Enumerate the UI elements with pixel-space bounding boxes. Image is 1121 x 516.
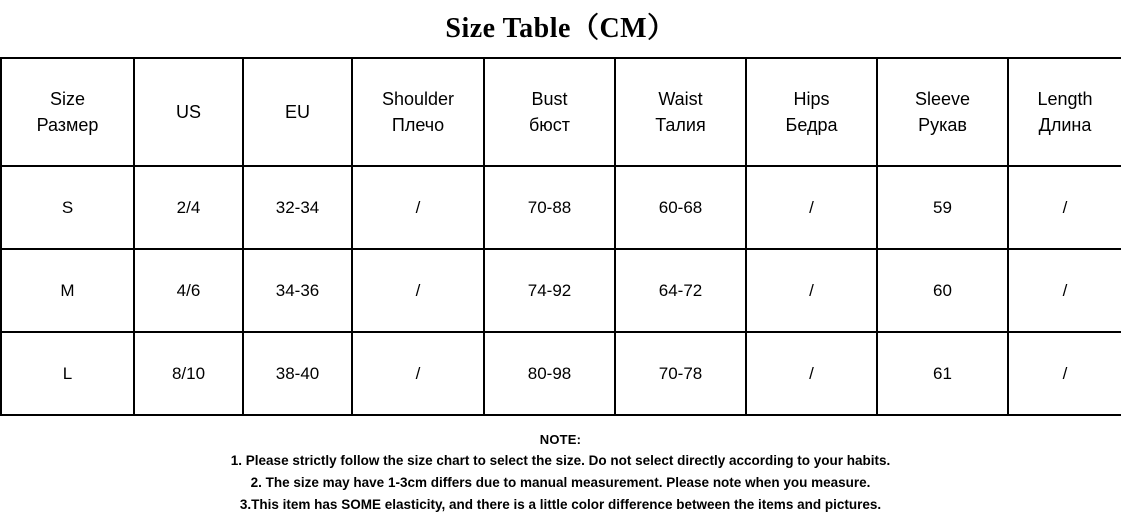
note-line-2: 2. The size may have 1-3cm differs due to manual measurement. Please note when you measure. <box>250 474 871 490</box>
cell-us: 4/6 <box>134 249 243 332</box>
column-header-eu <box>243 58 352 166</box>
cell-hips: / <box>746 249 877 332</box>
column-header-shoulder <box>352 58 484 166</box>
column-header-line1: Hips <box>793 88 830 109</box>
column-header-line1: Length <box>1037 88 1093 109</box>
column-header-line1: Size <box>49 88 85 109</box>
cell-eu: 32-34 <box>243 166 352 249</box>
cell-us: 2/4 <box>134 166 243 249</box>
size-table <box>0 57 1121 416</box>
column-header-length <box>1008 58 1121 166</box>
cell-sleeve: 60 <box>877 249 1008 332</box>
column-header-line2: Плечо <box>391 115 445 135</box>
notes-section <box>0 416 1121 516</box>
column-header-line1: Sleeve <box>914 88 971 109</box>
cell-bust: 80-98 <box>484 332 615 415</box>
column-header-line2: Рукав <box>918 115 967 135</box>
cell-shoulder: / <box>352 249 484 332</box>
cell-size: L <box>1 332 134 415</box>
cell-length: / <box>1008 249 1121 332</box>
column-header-bust <box>484 58 615 166</box>
table-row <box>1 332 1121 415</box>
cell-length: / <box>1008 166 1121 249</box>
column-header-sleeve <box>877 58 1008 166</box>
column-header-line2: Размер <box>36 115 99 135</box>
table-row <box>1 166 1121 249</box>
cell-length: / <box>1008 332 1121 415</box>
cell-shoulder: / <box>352 166 484 249</box>
column-header-line2: бюст <box>528 115 571 135</box>
column-header-line1: US <box>175 101 201 122</box>
cell-size: S <box>1 166 134 249</box>
column-header-line1: Shoulder <box>381 88 455 109</box>
header-row <box>1 58 1121 166</box>
column-header-us <box>134 58 243 166</box>
cell-eu: 34-36 <box>243 249 352 332</box>
column-header-waist <box>615 58 746 166</box>
cell-eu: 38-40 <box>243 332 352 415</box>
cell-bust: 74-92 <box>484 249 615 332</box>
column-header-line2: Длина <box>1038 115 1092 135</box>
table-row <box>1 249 1121 332</box>
cell-hips: / <box>746 332 877 415</box>
column-header-line1: Bust <box>531 88 568 109</box>
note-line-3: 3.This item has SOME elasticity, and there is a little color difference between the items and pictures. <box>239 496 882 512</box>
column-header-line1: Waist <box>658 88 703 109</box>
note-line-1: 1. Please strictly follow the size chart to select the size. Do not select directly according to your habits. <box>230 453 891 469</box>
cell-waist: 64-72 <box>615 249 746 332</box>
cell-waist: 70-78 <box>615 332 746 415</box>
cell-bust: 70-88 <box>484 166 615 249</box>
table-body <box>1 166 1121 415</box>
cell-sleeve: 61 <box>877 332 1008 415</box>
notes-heading: NOTE: <box>539 432 582 447</box>
cell-us: 8/10 <box>134 332 243 415</box>
column-header-size <box>1 58 134 166</box>
column-header-line1: EU <box>284 101 310 122</box>
page-title: Size Table（CM） <box>445 13 676 44</box>
cell-sleeve: 59 <box>877 166 1008 249</box>
cell-hips: / <box>746 166 877 249</box>
cell-shoulder: / <box>352 332 484 415</box>
cell-waist: 60-68 <box>615 166 746 249</box>
column-header-line2: Талия <box>655 115 706 135</box>
column-header-hips <box>746 58 877 166</box>
column-header-line2: Бедра <box>785 115 838 135</box>
table-header <box>1 58 1121 166</box>
cell-size: M <box>1 249 134 332</box>
